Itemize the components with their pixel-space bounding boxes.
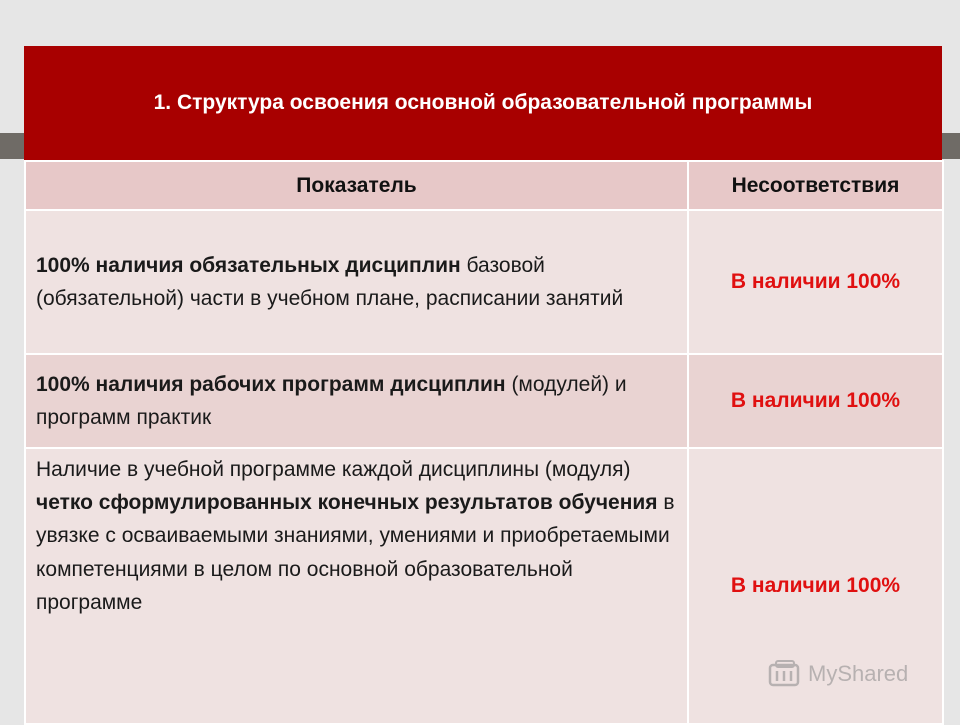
indicator-bold-text: 100% наличия обязательных дисциплин — [36, 253, 461, 277]
watermark-text: MyShared — [808, 661, 909, 686]
indicator-bold-text: четко сформулированных конечных результатов обучения — [36, 491, 658, 515]
indicator-text-pre: Наличие в учебной программе каждой дисциплины (модуля) — [36, 458, 631, 481]
indicator-cell — [25, 354, 688, 448]
indicator-cell — [25, 448, 688, 724]
table-row — [25, 210, 943, 354]
slide-title-bar — [24, 46, 942, 160]
indicator-bold-text: 100% наличия рабочих программ дисциплин — [36, 372, 506, 396]
indicator-text: базовой (обязательной) части в учебном плане, расписании занятий — [36, 253, 624, 310]
indicators-table — [24, 160, 944, 725]
decor-stripe-right — [942, 133, 960, 159]
value-cell: В наличии 100% — [688, 448, 943, 724]
slide-title: 1. Структура освоения основной образовательной программы — [153, 91, 813, 114]
decor-stripe-left — [0, 133, 24, 159]
header-indicator: Показатель — [25, 161, 688, 210]
value-cell: В наличии 100% — [688, 354, 943, 448]
indicator-text: (модулей) и программ практик — [36, 372, 627, 429]
shared-logo-icon — [768, 659, 802, 689]
table-row — [25, 354, 943, 448]
table-header-row — [25, 161, 943, 210]
indicator-text: в увязке с осваиваемыми знаниями, умениями и приобретаемыми компетенциями в целом по основной образовательной программе — [36, 491, 675, 614]
header-discrepancies: Несоответствия — [688, 161, 943, 210]
watermark — [768, 656, 908, 692]
value-cell: В наличии 100% — [688, 210, 943, 354]
indicator-cell — [25, 210, 688, 354]
